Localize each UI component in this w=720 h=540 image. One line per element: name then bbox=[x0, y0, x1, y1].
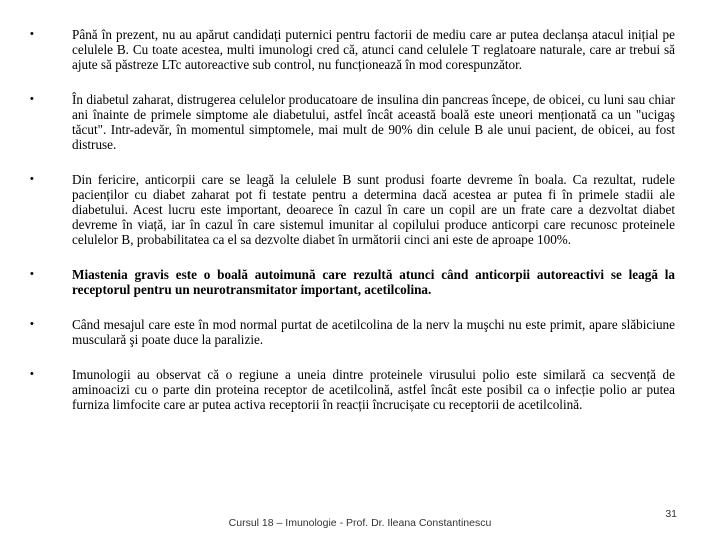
bullet-text: Imunologii au observat că o regiune a uneia dintre proteinele virusului polio este similară ca secvență de aminoacizi cu o parte din proteina receptor de acetilcolină, astfel încât este posibil ca o infecție polio ar putea furniza limfocite care ar putea activa receptorii în reacții încrucișate cu receptorii de acetilcolină. bbox=[72, 367, 675, 412]
bullet-list bbox=[30, 27, 675, 432]
footer-text: Cursul 18 – Imunologie - Prof. Dr. Ileana Constantinescu bbox=[228, 517, 492, 529]
bullet-text: În diabetul zaharat, distrugerea celulelor producatoare de insulina din pancreas începe, de obicei, cu luni sau chiar ani înainte de primele simptome ale diabetului, astfel încât această boală este uneori menționată ca un "ucigaş tăcut". Intr-adevăr, în momentul simptomele, mai mult de 90% din celule B ale unui pacient, de obicei, au fost distruse. bbox=[72, 92, 675, 152]
bullet-icon: • bbox=[30, 28, 34, 40]
bullet-item bbox=[30, 267, 675, 297]
bullet-icon: • bbox=[30, 318, 34, 330]
bullet-text: Până în prezent, nu au apărut candidați puternici pentru factorii de mediu care ar putea declanșa atacul inițial pe celulele B. Cu toate acestea, multi imunologi cred că, atunci cand celulele T reglatoare naturale, care ar trebui să ajute să păstreze LTc autoreactive sub control, nu funcționează în mod corespunzător. bbox=[72, 27, 675, 72]
bullet-icon: • bbox=[30, 173, 34, 185]
bullet-item bbox=[30, 367, 675, 412]
bullet-text: Miastenia gravis este o boală autoimună care rezultă atunci când anticorpii autoreactivi se leagă la receptorul pentru un neurotransmitator important, acetilcolina. bbox=[72, 267, 675, 297]
bullet-icon: • bbox=[30, 268, 34, 280]
page-number: 31 bbox=[665, 508, 677, 520]
bullet-item bbox=[30, 27, 675, 72]
bullet-icon: • bbox=[30, 93, 34, 105]
bullet-item bbox=[30, 317, 675, 347]
bullet-item bbox=[30, 92, 675, 152]
bullet-text: Când mesajul care este în mod normal purtat de acetilcolina de la nerv la muşchi nu este primit, apare slăbiciune musculară şi poate duce la paralizie. bbox=[72, 317, 675, 347]
bullet-item bbox=[30, 172, 675, 247]
bullet-text: Din fericire, anticorpii care se leagă la celulele B sunt produsi foarte devreme în boala. Ca rezultat, rudele pacienților cu diabet zaharat pot fi testate pentru a determina dacă acestea ar putea fi în primele stadii ale diabetului. Acest lucru este important, deoarece în cazul în care un copil are un frate care a dezvoltat diabet devreme în viață, iar în cazul în care sistemul imunitar al copilului produce anticorpi care recunosc proteinele celulelor B, probabilitatea ca el sa dezvolte diabet în următorii cinci ani este de aproape 100%. bbox=[72, 172, 675, 247]
bullet-icon: • bbox=[30, 368, 34, 380]
